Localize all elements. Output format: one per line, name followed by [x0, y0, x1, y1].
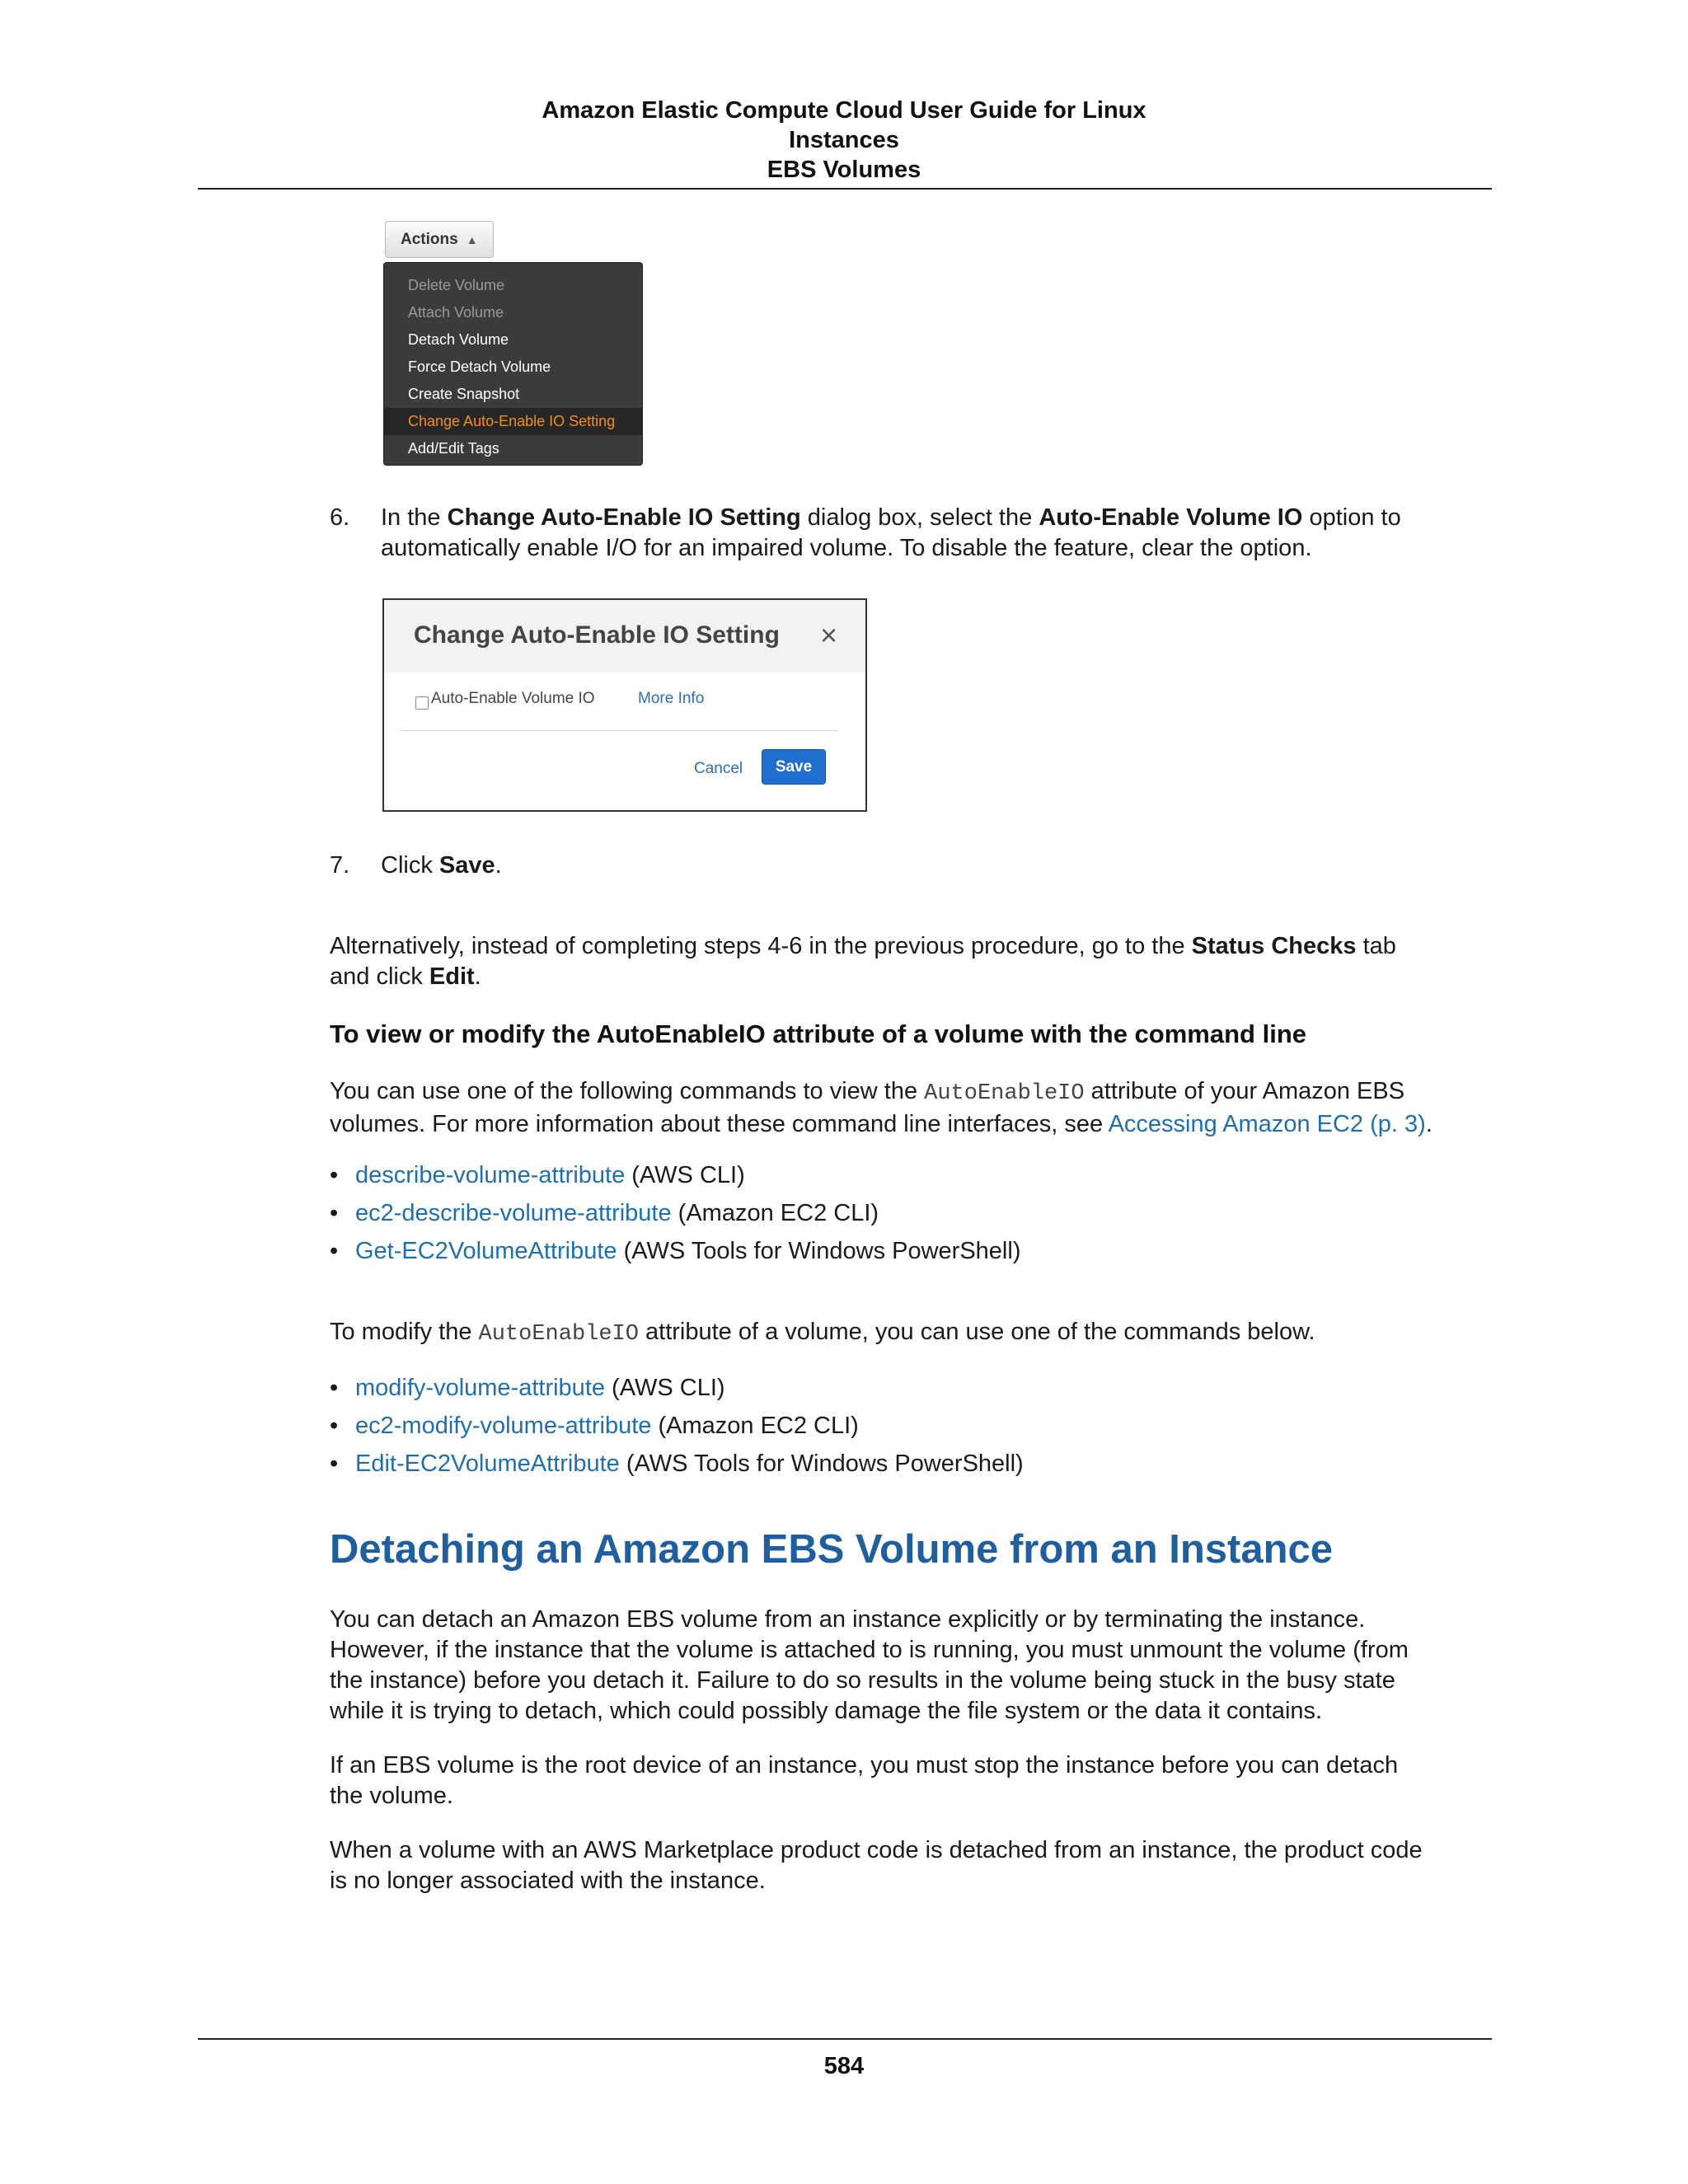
detach-paragraph-1: You can detach an Amazon EBS volume from an instance explicitly or by terminating the instance. However, if the instance that the volume is attached to is running, you must unmount the volume (from the instance) before you detach it. Failure to do so results in the volume being stuck in the busy state while it is trying to detach, which could possibly damage the file system or the data it contains.	[330, 1606, 1409, 1724]
cancel-button[interactable]: Cancel	[694, 760, 743, 777]
save-button[interactable]: Save	[762, 749, 826, 785]
describe-volume-attribute-link[interactable]: describe-volume-attribute	[355, 1162, 626, 1188]
menu-item-detach-volume[interactable]: Detach Volume	[408, 331, 509, 348]
header-section: Instances	[789, 127, 899, 153]
get-ec2volumeattribute-link[interactable]: Get-EC2VolumeAttribute	[355, 1238, 617, 1264]
close-icon[interactable]: ×	[819, 618, 837, 652]
step-6-number: 6.	[330, 504, 350, 531]
actions-menu	[383, 262, 643, 466]
autoenableio-code: AutoEnableIO	[924, 1081, 1085, 1106]
list-item: • Get-EC2VolumeAttribute (AWS Tools for Windows PowerShell)	[330, 1238, 1021, 1264]
menu-item-attach-volume[interactable]: Attach Volume	[408, 304, 504, 321]
list-item: • describe-volume-attribute (AWS CLI)	[330, 1162, 745, 1188]
chevron-up-icon: ▲	[466, 232, 478, 246]
auto-enable-volume-io-checkbox[interactable]	[415, 696, 429, 710]
detach-paragraph-2: If an EBS volume is the root device of an instance, you must stop the instance before you can detach the volume.	[330, 1752, 1399, 1809]
menu-item-delete-volume[interactable]: Delete Volume	[408, 277, 505, 293]
step-7-text: Click Save.	[381, 852, 502, 879]
dialog-title: Change Auto-Enable IO Setting	[414, 621, 780, 649]
list-item: • modify-volume-attribute (AWS CLI)	[330, 1375, 725, 1401]
header-guide-title: Amazon Elastic Compute Cloud User Guide for Linux	[542, 97, 1146, 124]
menu-item-change-auto-enable-io[interactable]: Change Auto-Enable IO Setting	[384, 408, 642, 435]
step-6-line1: In the Change Auto-Enable IO Setting dialog box, select the Auto-Enable Volume IO option to	[381, 504, 1401, 531]
actions-button-label: Actions	[401, 230, 458, 248]
list-item: • Edit-EC2VolumeAttribute (AWS Tools for Windows PowerShell)	[330, 1451, 1024, 1477]
step-6-line2: automatically enable I/O for an impaired volume. To disable the feature, clear the option.	[381, 535, 1312, 561]
change-auto-enable-io-dialog	[382, 598, 867, 812]
page-number: 584	[823, 2053, 865, 2079]
edit-ec2volumeattribute-link[interactable]: Edit-EC2VolumeAttribute	[355, 1451, 620, 1477]
footer-rule	[198, 2038, 1492, 2040]
alt-paragraph: Alternatively, instead of completing steps 4-6 in the previous procedure, go to the Status Checks tab and click Edit.	[330, 933, 1396, 990]
menu-item-force-detach-volume[interactable]: Force Detach Volume	[408, 359, 551, 375]
step-7-number: 7.	[330, 852, 350, 879]
modify-volume-attribute-link[interactable]: modify-volume-attribute	[355, 1375, 605, 1401]
dialog-divider	[401, 730, 837, 731]
list-item: • ec2-modify-volume-attribute (Amazon EC2 CLI)	[330, 1413, 859, 1439]
ec2-describe-volume-attribute-link[interactable]: ec2-describe-volume-attribute	[355, 1200, 672, 1226]
modify-paragraph: To modify the AutoEnableIO attribute of a volume, you can use one of the commands below.	[330, 1319, 1315, 1347]
section-title: Detaching an Amazon EBS Volume from an Instance	[330, 1527, 1334, 1572]
accessing-ec2-link[interactable]: Accessing Amazon EC2 (p. 3)	[1108, 1111, 1426, 1137]
more-info-link[interactable]: More Info	[638, 690, 705, 707]
header-rule	[198, 188, 1492, 190]
view-paragraph: You can use one of the following commands to view the AutoEnableIO attribute of your Amazon EBS volumes. For more information about these command line interfaces, see Accessing Amazon EC2 (p. 3).	[330, 1078, 1432, 1137]
header-subsection: EBS Volumes	[767, 157, 921, 183]
list-item: • ec2-describe-volume-attribute (Amazon EC2 CLI)	[330, 1200, 879, 1226]
autoenableio-code: AutoEnableIO	[478, 1322, 639, 1347]
detach-paragraph-3: When a volume with an AWS Marketplace product code is detached from an instance, the product code is no longer associated with the instance.	[330, 1837, 1423, 1894]
auto-enable-volume-io-label: Auto-Enable Volume IO	[431, 690, 595, 707]
actions-button[interactable]	[385, 221, 494, 258]
command-line-heading: To view or modify the AutoEnableIO attribute of a volume with the command line	[330, 1019, 1306, 1048]
menu-item-create-snapshot[interactable]: Create Snapshot	[408, 386, 520, 402]
menu-item-add-edit-tags[interactable]: Add/Edit Tags	[408, 440, 499, 457]
ec2-modify-volume-attribute-link[interactable]: ec2-modify-volume-attribute	[355, 1413, 652, 1439]
